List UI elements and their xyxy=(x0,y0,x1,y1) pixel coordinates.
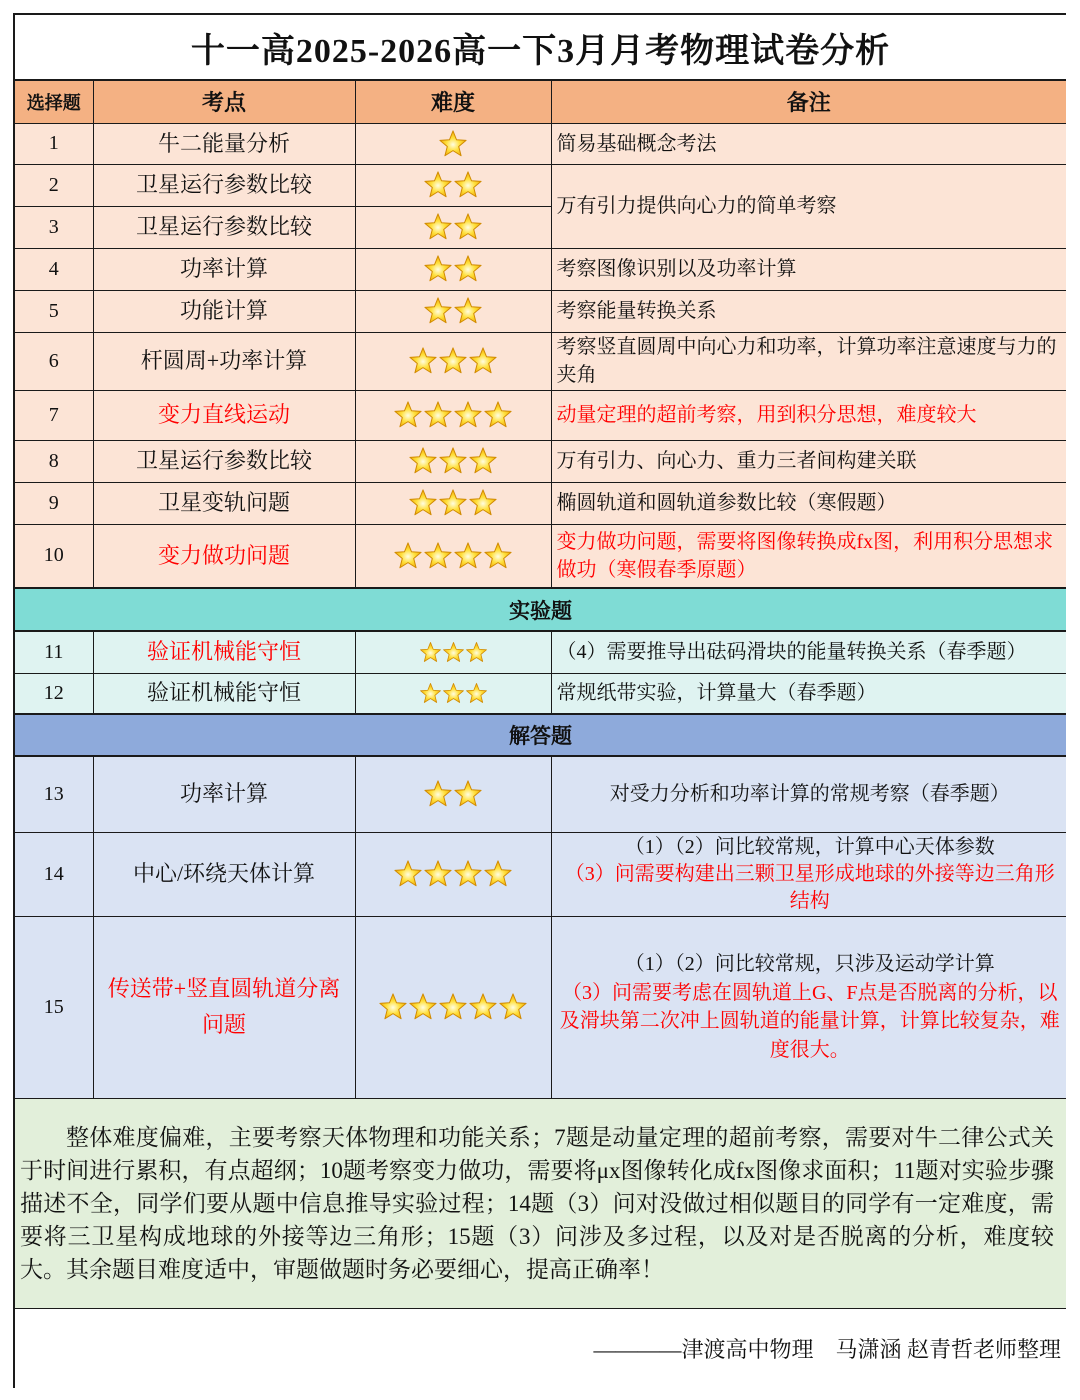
difficulty-stars xyxy=(356,641,551,664)
question-number: 9 xyxy=(14,482,93,524)
star-icon xyxy=(438,992,468,1022)
page-title: 十一高2025-2026高一下3月月考物理试卷分析 xyxy=(14,14,1066,80)
star-icon xyxy=(453,779,483,809)
column-header-difficulty: 难度 xyxy=(355,80,551,123)
topic-cell: 变力直线运动 xyxy=(93,390,355,440)
question-row xyxy=(14,482,1066,524)
note-cell xyxy=(551,916,1066,1098)
difficulty-cell xyxy=(355,440,551,482)
note-cell: 考察图像识别以及功率计算 xyxy=(551,248,1066,290)
difficulty-cell xyxy=(355,916,551,1098)
note-cell: 常规纸带实验，计算量大（春季题） xyxy=(551,673,1066,714)
note-cell xyxy=(551,832,1066,916)
note-cell-merged: 万有引力提供向心力的简单考察 xyxy=(551,164,1066,248)
difficulty-cell xyxy=(355,756,551,832)
note-cell: 变力做功问题，需要将图像转换成fx图，利用积分思想求做功（寒假春季原题） xyxy=(551,524,1066,588)
note-cell: 万有引力、向心力、重力三者间构建关联 xyxy=(551,440,1066,482)
question-number: 14 xyxy=(14,832,93,916)
star-icon xyxy=(393,541,423,571)
star-icon xyxy=(453,212,483,242)
question-number: 1 xyxy=(14,123,93,164)
column-header-note: 备注 xyxy=(551,80,1066,123)
difficulty-stars xyxy=(356,170,551,200)
question-row xyxy=(14,916,1066,1098)
difficulty-stars xyxy=(356,682,551,705)
star-icon xyxy=(453,296,483,326)
star-icon xyxy=(438,129,468,159)
note-text: （1）（2）问比较常规，只涉及运动学计算 xyxy=(624,953,995,975)
topic-cell: 功能计算 xyxy=(93,290,355,332)
question-number: 2 xyxy=(14,164,93,206)
star-icon xyxy=(483,400,513,430)
question-row xyxy=(14,524,1066,588)
difficulty-cell xyxy=(355,482,551,524)
difficulty-stars xyxy=(356,212,551,242)
question-row xyxy=(14,756,1066,832)
question-row xyxy=(14,631,1066,673)
star-icon xyxy=(498,992,528,1022)
topic-cell: 卫星变轨问题 xyxy=(93,482,355,524)
star-icon xyxy=(483,541,513,571)
topic-cell: 卫星运行参数比较 xyxy=(93,440,355,482)
star-icon xyxy=(465,682,488,705)
difficulty-cell xyxy=(355,390,551,440)
note-cell: 椭圆轨道和圆轨道参数比较（寒假题） xyxy=(551,482,1066,524)
difficulty-stars xyxy=(356,779,551,809)
star-icon xyxy=(408,488,438,518)
topic-cell: 验证机械能守恒 xyxy=(93,631,355,673)
topic-cell: 验证机械能守恒 xyxy=(93,673,355,714)
question-number: 15 xyxy=(14,916,93,1098)
difficulty-cell xyxy=(355,248,551,290)
question-number: 4 xyxy=(14,248,93,290)
summary-text: 整体难度偏难，主要考察天体物理和功能关系；7题是动量定理的超前考察，需要对牛二律公式关于时间进行累积，有点超纲；10题考察变力做功，需要将μx图像转化成fx图像求面积；11题对实验步骤描述不全，同学们要从题中信息推导实验过程；14题（3）问对没做过相似题目的同学有一定难度，需要将三卫星构成地球的外接等边三角形；15题（3）问涉及多过程，以及对是否脱离的分析，难度较大。其余题目难度适中，审题做题时务必要细心，提高正确率！ xyxy=(14,1098,1066,1308)
question-row xyxy=(14,164,1066,206)
column-header-number: 选择题 xyxy=(14,80,93,123)
analysis-sheet xyxy=(13,13,1066,1388)
star-icon xyxy=(453,541,483,571)
question-row xyxy=(14,123,1066,164)
footer-credit: ————津渡高中物理 马潇涵 赵青哲老师整理 xyxy=(14,1308,1066,1388)
star-icon xyxy=(468,446,498,476)
star-icon xyxy=(468,346,498,376)
difficulty-stars xyxy=(356,488,551,518)
difficulty-stars xyxy=(356,296,551,326)
difficulty-cell xyxy=(355,832,551,916)
star-icon xyxy=(442,682,465,705)
star-icon xyxy=(438,488,468,518)
question-number: 13 xyxy=(14,756,93,832)
star-icon xyxy=(423,296,453,326)
difficulty-stars xyxy=(356,992,551,1022)
topic-cell: 卫星运行参数比较 xyxy=(93,206,355,248)
topic-cell: 传送带+竖直圆轨道分离问题 xyxy=(93,916,355,1098)
star-icon xyxy=(419,641,442,664)
star-icon xyxy=(438,446,468,476)
note-cell: 考察竖直圆周中向心力和功率，计算功率注意速度与力的夹角 xyxy=(551,332,1066,390)
question-row xyxy=(14,832,1066,916)
star-icon xyxy=(438,346,468,376)
star-icon xyxy=(453,170,483,200)
difficulty-cell xyxy=(355,631,551,673)
question-number: 11 xyxy=(14,631,93,673)
note-cell: （4）需要推导出砝码滑块的能量转换关系（春季题） xyxy=(551,631,1066,673)
topic-cell: 杆圆周+功率计算 xyxy=(93,332,355,390)
question-number: 12 xyxy=(14,673,93,714)
difficulty-cell xyxy=(355,673,551,714)
star-icon xyxy=(393,400,423,430)
question-row xyxy=(14,332,1066,390)
star-icon xyxy=(419,682,442,705)
note-emphasis-text: （3）问需要考虑在圆轨道上G、F点是否脱离的分析，以及滑块第二次冲上圆轨道的能量计算，计算比较复杂，难度很大。 xyxy=(559,981,1060,1061)
question-row xyxy=(14,248,1066,290)
star-icon xyxy=(423,779,453,809)
star-icon xyxy=(378,992,408,1022)
question-row xyxy=(14,290,1066,332)
star-icon xyxy=(453,859,483,889)
summary-row xyxy=(14,1098,1066,1308)
difficulty-stars xyxy=(356,859,551,889)
star-icon xyxy=(393,859,423,889)
question-row xyxy=(14,673,1066,714)
section-title-answer: 解答题 xyxy=(14,714,1066,756)
star-icon xyxy=(408,992,438,1022)
topic-cell: 功率计算 xyxy=(93,248,355,290)
question-number: 10 xyxy=(14,524,93,588)
star-icon xyxy=(408,446,438,476)
difficulty-cell xyxy=(355,332,551,390)
note-emphasis-text: （3）问需要构建出三颗卫星形成地球的外接等边三角形结构 xyxy=(564,862,1055,912)
star-icon xyxy=(423,212,453,242)
difficulty-stars xyxy=(356,446,551,476)
difficulty-stars xyxy=(356,541,551,571)
question-number: 3 xyxy=(14,206,93,248)
section-header-row xyxy=(14,588,1066,631)
star-icon xyxy=(423,541,453,571)
note-cell: 简易基础概念考法 xyxy=(551,123,1066,164)
star-icon xyxy=(423,859,453,889)
star-icon xyxy=(465,641,488,664)
note-cell: 对受力分析和功率计算的常规考察（春季题） xyxy=(551,756,1066,832)
question-number: 6 xyxy=(14,332,93,390)
footer-row xyxy=(14,1308,1066,1388)
star-icon xyxy=(408,346,438,376)
star-icon xyxy=(423,170,453,200)
topic-cell: 中心/环绕天体计算 xyxy=(93,832,355,916)
difficulty-stars xyxy=(356,254,551,284)
star-icon xyxy=(423,254,453,284)
section-title-experiment: 实验题 xyxy=(14,588,1066,631)
star-icon xyxy=(483,859,513,889)
column-header-topic: 考点 xyxy=(93,80,355,123)
star-icon xyxy=(468,992,498,1022)
topic-cell: 牛二能量分析 xyxy=(93,123,355,164)
note-cell: 考察能量转换关系 xyxy=(551,290,1066,332)
question-row xyxy=(14,440,1066,482)
difficulty-cell xyxy=(355,524,551,588)
topic-cell: 变力做功问题 xyxy=(93,524,355,588)
difficulty-cell xyxy=(355,206,551,248)
note-text: （1）（2）问比较常规，计算中心天体参数 xyxy=(624,835,995,858)
note-cell: 动量定理的超前考察，用到积分思想，难度较大 xyxy=(551,390,1066,440)
analysis-table xyxy=(13,13,1066,1388)
difficulty-stars xyxy=(356,129,551,159)
star-icon xyxy=(423,400,453,430)
column-header-row xyxy=(14,80,1066,123)
difficulty-cell xyxy=(355,290,551,332)
section-header-row xyxy=(14,714,1066,756)
difficulty-stars xyxy=(356,346,551,376)
star-icon xyxy=(453,254,483,284)
question-row xyxy=(14,390,1066,440)
topic-cell: 卫星运行参数比较 xyxy=(93,164,355,206)
topic-cell: 功率计算 xyxy=(93,756,355,832)
difficulty-cell xyxy=(355,164,551,206)
difficulty-cell xyxy=(355,123,551,164)
star-icon xyxy=(468,488,498,518)
difficulty-stars xyxy=(356,400,551,430)
question-number: 5 xyxy=(14,290,93,332)
star-icon xyxy=(453,400,483,430)
question-number: 7 xyxy=(14,390,93,440)
question-number: 8 xyxy=(14,440,93,482)
star-icon xyxy=(442,641,465,664)
